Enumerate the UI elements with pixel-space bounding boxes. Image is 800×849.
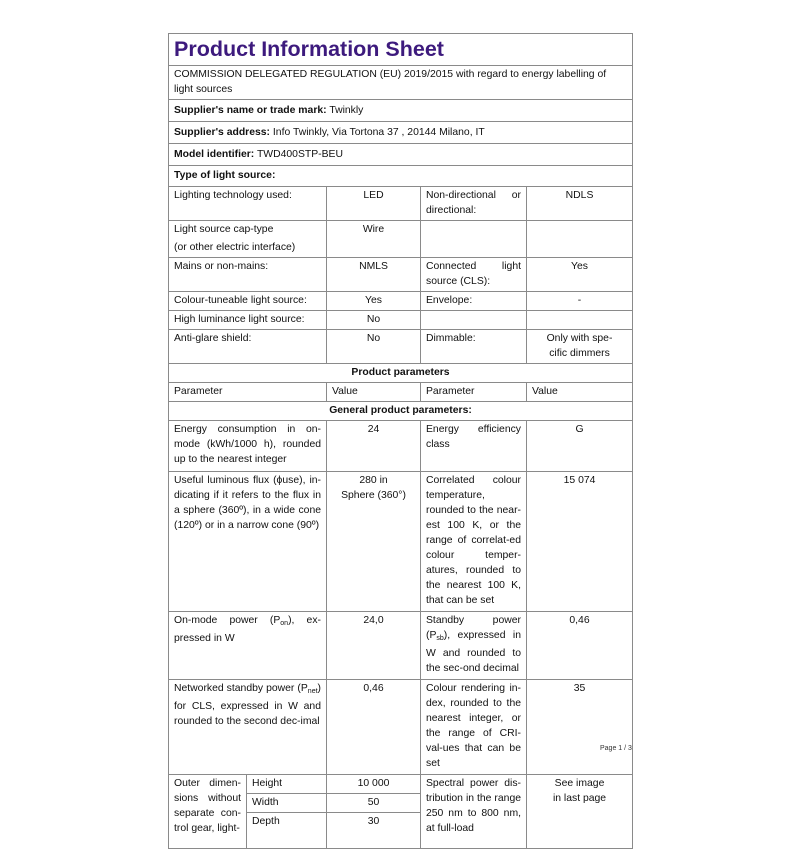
colour-tuneable-label: Colour-tuneable light source:: [169, 292, 327, 311]
parameter-row: [169, 680, 633, 775]
empty-cell: [421, 221, 527, 258]
type-row: [169, 258, 633, 292]
column-header-value: Value: [527, 383, 633, 402]
empty-cell: [421, 311, 527, 330]
width-value: 50: [327, 794, 421, 813]
product-parameters-heading-row: [169, 364, 633, 383]
luminous-flux-value-line1: 280 in: [359, 475, 388, 486]
general-parameters-heading: General product parameters:: [169, 402, 633, 421]
colour-tuneable-value: Yes: [327, 292, 421, 311]
supplier-name-row: [169, 100, 633, 122]
energy-consumption-value: 24: [327, 421, 421, 472]
empty-cell: [527, 221, 633, 258]
column-header-parameter: Parameter: [421, 383, 527, 402]
depth-value: 30: [327, 813, 421, 849]
parameter-row: [169, 612, 633, 680]
on-mode-power-subscript: on: [280, 620, 289, 627]
supplier-name-value: Twinkly: [329, 105, 364, 116]
general-parameters-heading-row: [169, 402, 633, 421]
standby-power-label: [421, 612, 527, 680]
networked-standby-text-end: ) for CLS, expressed in W and rounded to the second dec-imal: [174, 683, 321, 727]
on-mode-power-value: 24,0: [327, 612, 421, 680]
width-label: Width: [247, 794, 327, 813]
cri-label: Colour rendering in-dex, rounded to the nearest integer, or the range of CRI-val-ues that can be set: [421, 680, 527, 775]
on-mode-power-text-end: ), ex-pressed in W: [174, 615, 321, 644]
networked-standby-text: Networked standby power (P: [174, 683, 308, 694]
type-heading-row: [169, 166, 633, 187]
energy-class-label: Energy efficiency class: [421, 421, 527, 472]
type-heading: Type of light source:: [169, 166, 633, 187]
standby-power-subscript: sb: [436, 635, 444, 642]
dimmable-value: Only with spe-cific dimmers: [527, 330, 633, 364]
empty-cell: [527, 311, 633, 330]
spectral-distribution-value: [527, 775, 633, 849]
parameter-row: [169, 421, 633, 472]
spectral-distribution-label: Spectral power dis-tribution in the range 250 nm to 800 nm, at full-load: [421, 775, 527, 849]
spectral-value-line1: See image: [554, 778, 605, 789]
high-luminance-value: No: [327, 311, 421, 330]
mains-value: NMLS: [327, 258, 421, 292]
cap-type-value: Wire: [327, 221, 421, 258]
type-row: [169, 292, 633, 311]
supplier-name-label: Supplier's name or trade mark:: [174, 105, 327, 116]
type-row: [169, 187, 633, 221]
on-mode-power-label: [169, 612, 327, 680]
page-title: Product Information Sheet: [174, 37, 444, 61]
dimension-row: [169, 775, 633, 794]
directional-label: Non-directional or directional:: [421, 187, 527, 221]
regulation-row: [169, 66, 633, 100]
directional-value: NDLS: [527, 187, 633, 221]
envelope-value: -: [527, 292, 633, 311]
height-value: 10 000: [327, 775, 421, 794]
supplier-address-row: [169, 122, 633, 144]
regulation-text: COMMISSION DELEGATED REGULATION (EU) 2019/2015 with regard to energy labelling of light sources: [169, 66, 633, 100]
column-header-parameter: Parameter: [169, 383, 327, 402]
standby-power-text: Standby power (P: [426, 615, 521, 641]
energy-class-value: G: [527, 421, 633, 472]
page-number: Page 1 / 3: [600, 745, 632, 752]
model-identifier-label: Model identifier:: [174, 149, 255, 160]
anti-glare-value: No: [327, 330, 421, 364]
cap-type-label-line1: Light source cap-type: [174, 224, 274, 235]
on-mode-power-text: On-mode power (P: [174, 615, 281, 626]
connected-value: Yes: [527, 258, 633, 292]
cap-type-label-line2: (or other electric interface): [174, 242, 296, 253]
envelope-label: Envelope:: [421, 292, 527, 311]
luminous-flux-label: Useful luminous flux (ϕuse), in-dicating if it refers to the flux in a sphere (360º), in a wide cone (120º) or in a narrow cone (90º): [169, 472, 327, 612]
networked-standby-value: 0,46: [327, 680, 421, 775]
parameter-row: [169, 472, 633, 612]
standby-power-value: 0,46: [527, 612, 633, 680]
height-label: Height: [247, 775, 327, 794]
networked-standby-label: [169, 680, 327, 775]
model-identifier-value: TWD400STP-BEU: [256, 149, 343, 160]
networked-standby-subscript: net: [307, 688, 318, 695]
type-row: [169, 221, 633, 258]
supplier-address-label: Supplier's address:: [174, 127, 271, 138]
standby-power-text-end: ), expressed in W and rounded to the sec-ond decimal: [426, 630, 521, 674]
depth-label: Depth: [247, 813, 327, 849]
cct-label: Correlated colour temperature, rounded to the near-est 100 K, or the range of correlat-ed colour temper-atures, rounded to the nearest 100 K, that can be set: [421, 472, 527, 612]
product-parameters-heading: Product parameters: [169, 364, 633, 383]
anti-glare-label: Anti-glare shield:: [169, 330, 327, 364]
model-identifier-row: [169, 144, 633, 166]
title-row: [169, 34, 633, 66]
luminous-flux-value-line2: Sphere (360°): [341, 490, 406, 501]
luminous-flux-value: [327, 472, 421, 612]
lighting-technology-label: Lighting technology used:: [169, 187, 327, 221]
connected-label: Connected light source (CLS):: [421, 258, 527, 292]
high-luminance-label: High luminance light source:: [169, 311, 327, 330]
cap-type-label: [169, 221, 327, 258]
energy-consumption-label: Energy consumption in on-mode (kWh/1000 h), rounded up to the nearest integer: [169, 421, 327, 472]
column-header-value: Value: [327, 383, 421, 402]
type-row: [169, 330, 633, 364]
dimmable-label: Dimmable:: [421, 330, 527, 364]
cri-value: 35: [527, 680, 633, 775]
cct-value: 15 074: [527, 472, 633, 612]
info-table: [168, 33, 633, 849]
spectral-value-line2: in last page: [552, 793, 607, 804]
mains-label: Mains or non-mains:: [169, 258, 327, 292]
supplier-address-value: Info Twinkly, Via Tortona 37 , 20144 Milano, IT: [272, 127, 485, 138]
type-row: [169, 311, 633, 330]
column-header-row: [169, 383, 633, 402]
lighting-technology-value: LED: [327, 187, 421, 221]
outer-dimensions-label: Outer dimen-sions without separate con-trol gear, light-: [169, 775, 247, 849]
